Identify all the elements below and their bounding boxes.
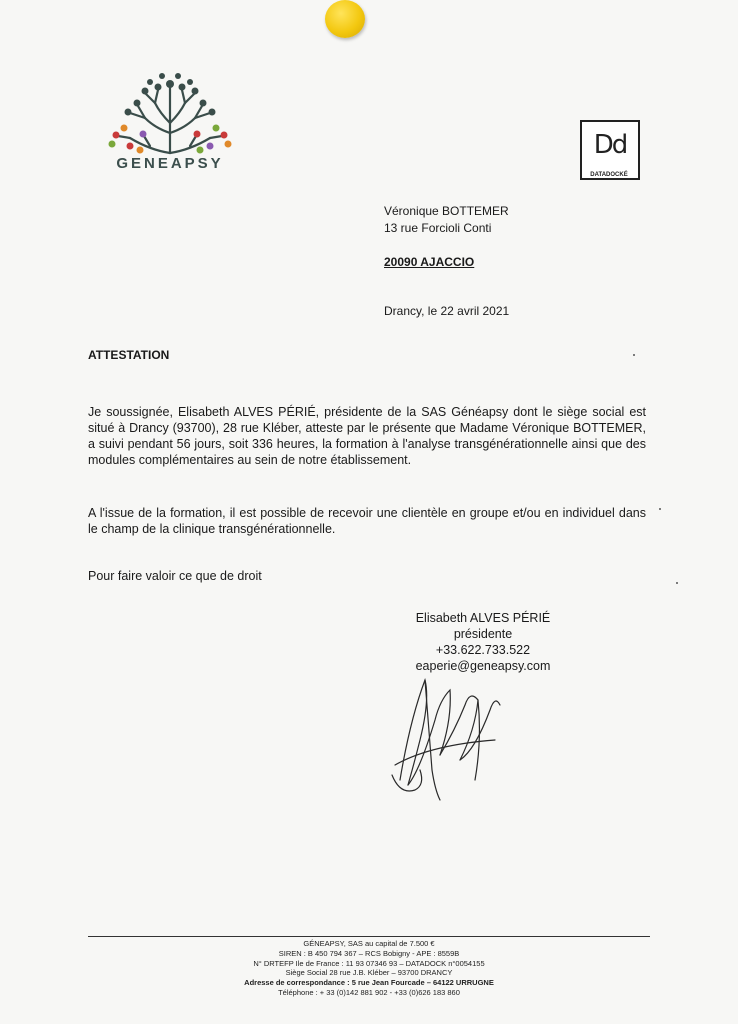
paper-speck — [676, 582, 678, 584]
recipient-name: Véronique BOTTEMER — [384, 204, 509, 218]
body-paragraph-3: Pour faire valoir ce que de droit — [88, 569, 262, 583]
signatory-role: présidente — [453, 627, 513, 641]
recipient-street: 13 rue Forcioli Conti — [384, 221, 492, 235]
document-title: ATTESTATION — [88, 348, 170, 362]
footer-divider — [88, 936, 650, 937]
footer-line-2: SIREN : B 450 794 367 – RCS Bobigny - APE : 8559B — [278, 948, 460, 958]
footer-line-1: GÉNEAPSY, SAS au capital de 7.500 € — [303, 939, 435, 948]
body-paragraph-1: Je soussignée, Elisabeth ALVES PÉRIÉ, présidente de la SAS Généapsy dont le siège social est situé à Drancy (93700), 28 rue Kléber, atteste par le présente que Madame Véronique BOTTEMER, a suivi pendant 56 jours, soit 336 heures, la formation à l'analyse transgénérationnelle ainsi que des modules complémentaires au sein de notre établissement. — [88, 405, 646, 467]
recipient-city: 20090 AJACCIO — [384, 255, 475, 269]
datadock-logo — [580, 120, 640, 180]
date-line: Drancy, le 22 avril 2021 — [384, 304, 510, 318]
brand-name: GENEAPSY — [116, 155, 224, 172]
footer-line-6: Téléphone : + 33 (0)142 881 902 - +33 (0)626 183 860 — [278, 987, 460, 997]
datadock-badge: DATADOCKÉ — [590, 172, 628, 178]
signatory-name: Elisabeth ALVES PÉRIÉ — [415, 611, 551, 625]
signatory-email: eaperie@geneapsy.com — [415, 659, 551, 673]
footer — [188, 939, 550, 998]
signatory-phone: +33.622.733.522 — [435, 643, 531, 657]
body-paragraph-2: A l'issue de la formation, il est possible de recevoir une clientèle en groupe et/ou en individuel dans le champ de la clinique transgénérationnelle. — [88, 506, 646, 536]
paper-speck — [633, 354, 635, 356]
yellow-pushpin — [325, 0, 365, 38]
footer-line-3: N° DRTEFP Ile de France : 11 93 07346 93 – DATADOCK n°0054155 — [253, 958, 485, 968]
datadock-monogram-icon: Dd — [593, 130, 627, 160]
paper-speck — [659, 508, 661, 510]
footer-line-4: Siège Social 28 rue J.B. Kléber – 93700 DRANCY — [285, 968, 453, 978]
handwritten-signature — [380, 660, 520, 810]
footer-line-5: Adresse de correspondance : 5 rue Jean Fourcade – 64122 URRUGNE — [244, 978, 494, 988]
